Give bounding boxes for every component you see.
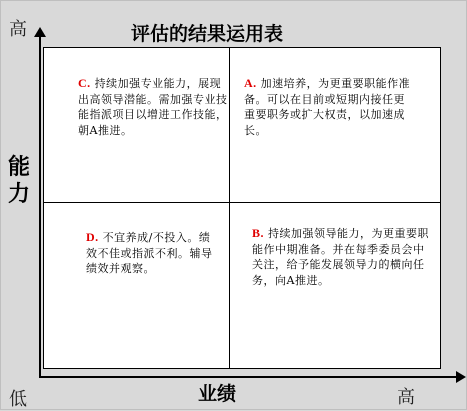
quadrant-b [252, 226, 430, 288]
x-axis-high-label: 高 [397, 387, 415, 408]
quadrant-c-letter: C. [78, 76, 91, 90]
matrix-horizontal-divider [44, 202, 440, 203]
quadrant-d [86, 230, 221, 277]
x-axis-label: 业绩 [198, 383, 237, 405]
quadrant-a-letter: A. [244, 76, 257, 90]
quadrant-d-letter: D. [86, 230, 99, 244]
axis-low-label: 低 [9, 389, 27, 410]
quadrant-b-letter: B. [252, 226, 265, 240]
y-axis-line [39, 35, 41, 377]
quadrant-a [244, 76, 414, 138]
quadrant-c [78, 76, 228, 138]
y-axis-high-label: 高 [9, 19, 27, 40]
x-axis-arrow-icon [456, 371, 466, 383]
matrix-vertical-divider [229, 48, 230, 368]
quadrant-a-text: 加速培养，为更重要职能作准备。可以在目前或短期内接任更重要职务或扩大权责，以加速成长。 [244, 77, 411, 137]
y-axis-label: 能力 [8, 155, 31, 207]
y-axis-arrow-icon [34, 27, 46, 37]
quadrant-d-text: 不宜养成/不投入。绩效不佳或指派不利。辅导绩效并观察。 [86, 231, 213, 275]
diagram-title: 评估的结果运用表 [131, 23, 284, 45]
quadrant-b-text: 持续加强领导能力，为更重要职能作中期准备。并在每季委员会中关注，给予能发展领导力的横向任务，向A推进。 [252, 227, 430, 287]
quadrant-c-text: 持续加强专业能力，展现出高领导潜能。需加强专业技能指派项目以增进工作技能，朝A推进。 [78, 77, 228, 137]
evaluation-matrix [43, 47, 441, 369]
x-axis-line [39, 376, 457, 378]
